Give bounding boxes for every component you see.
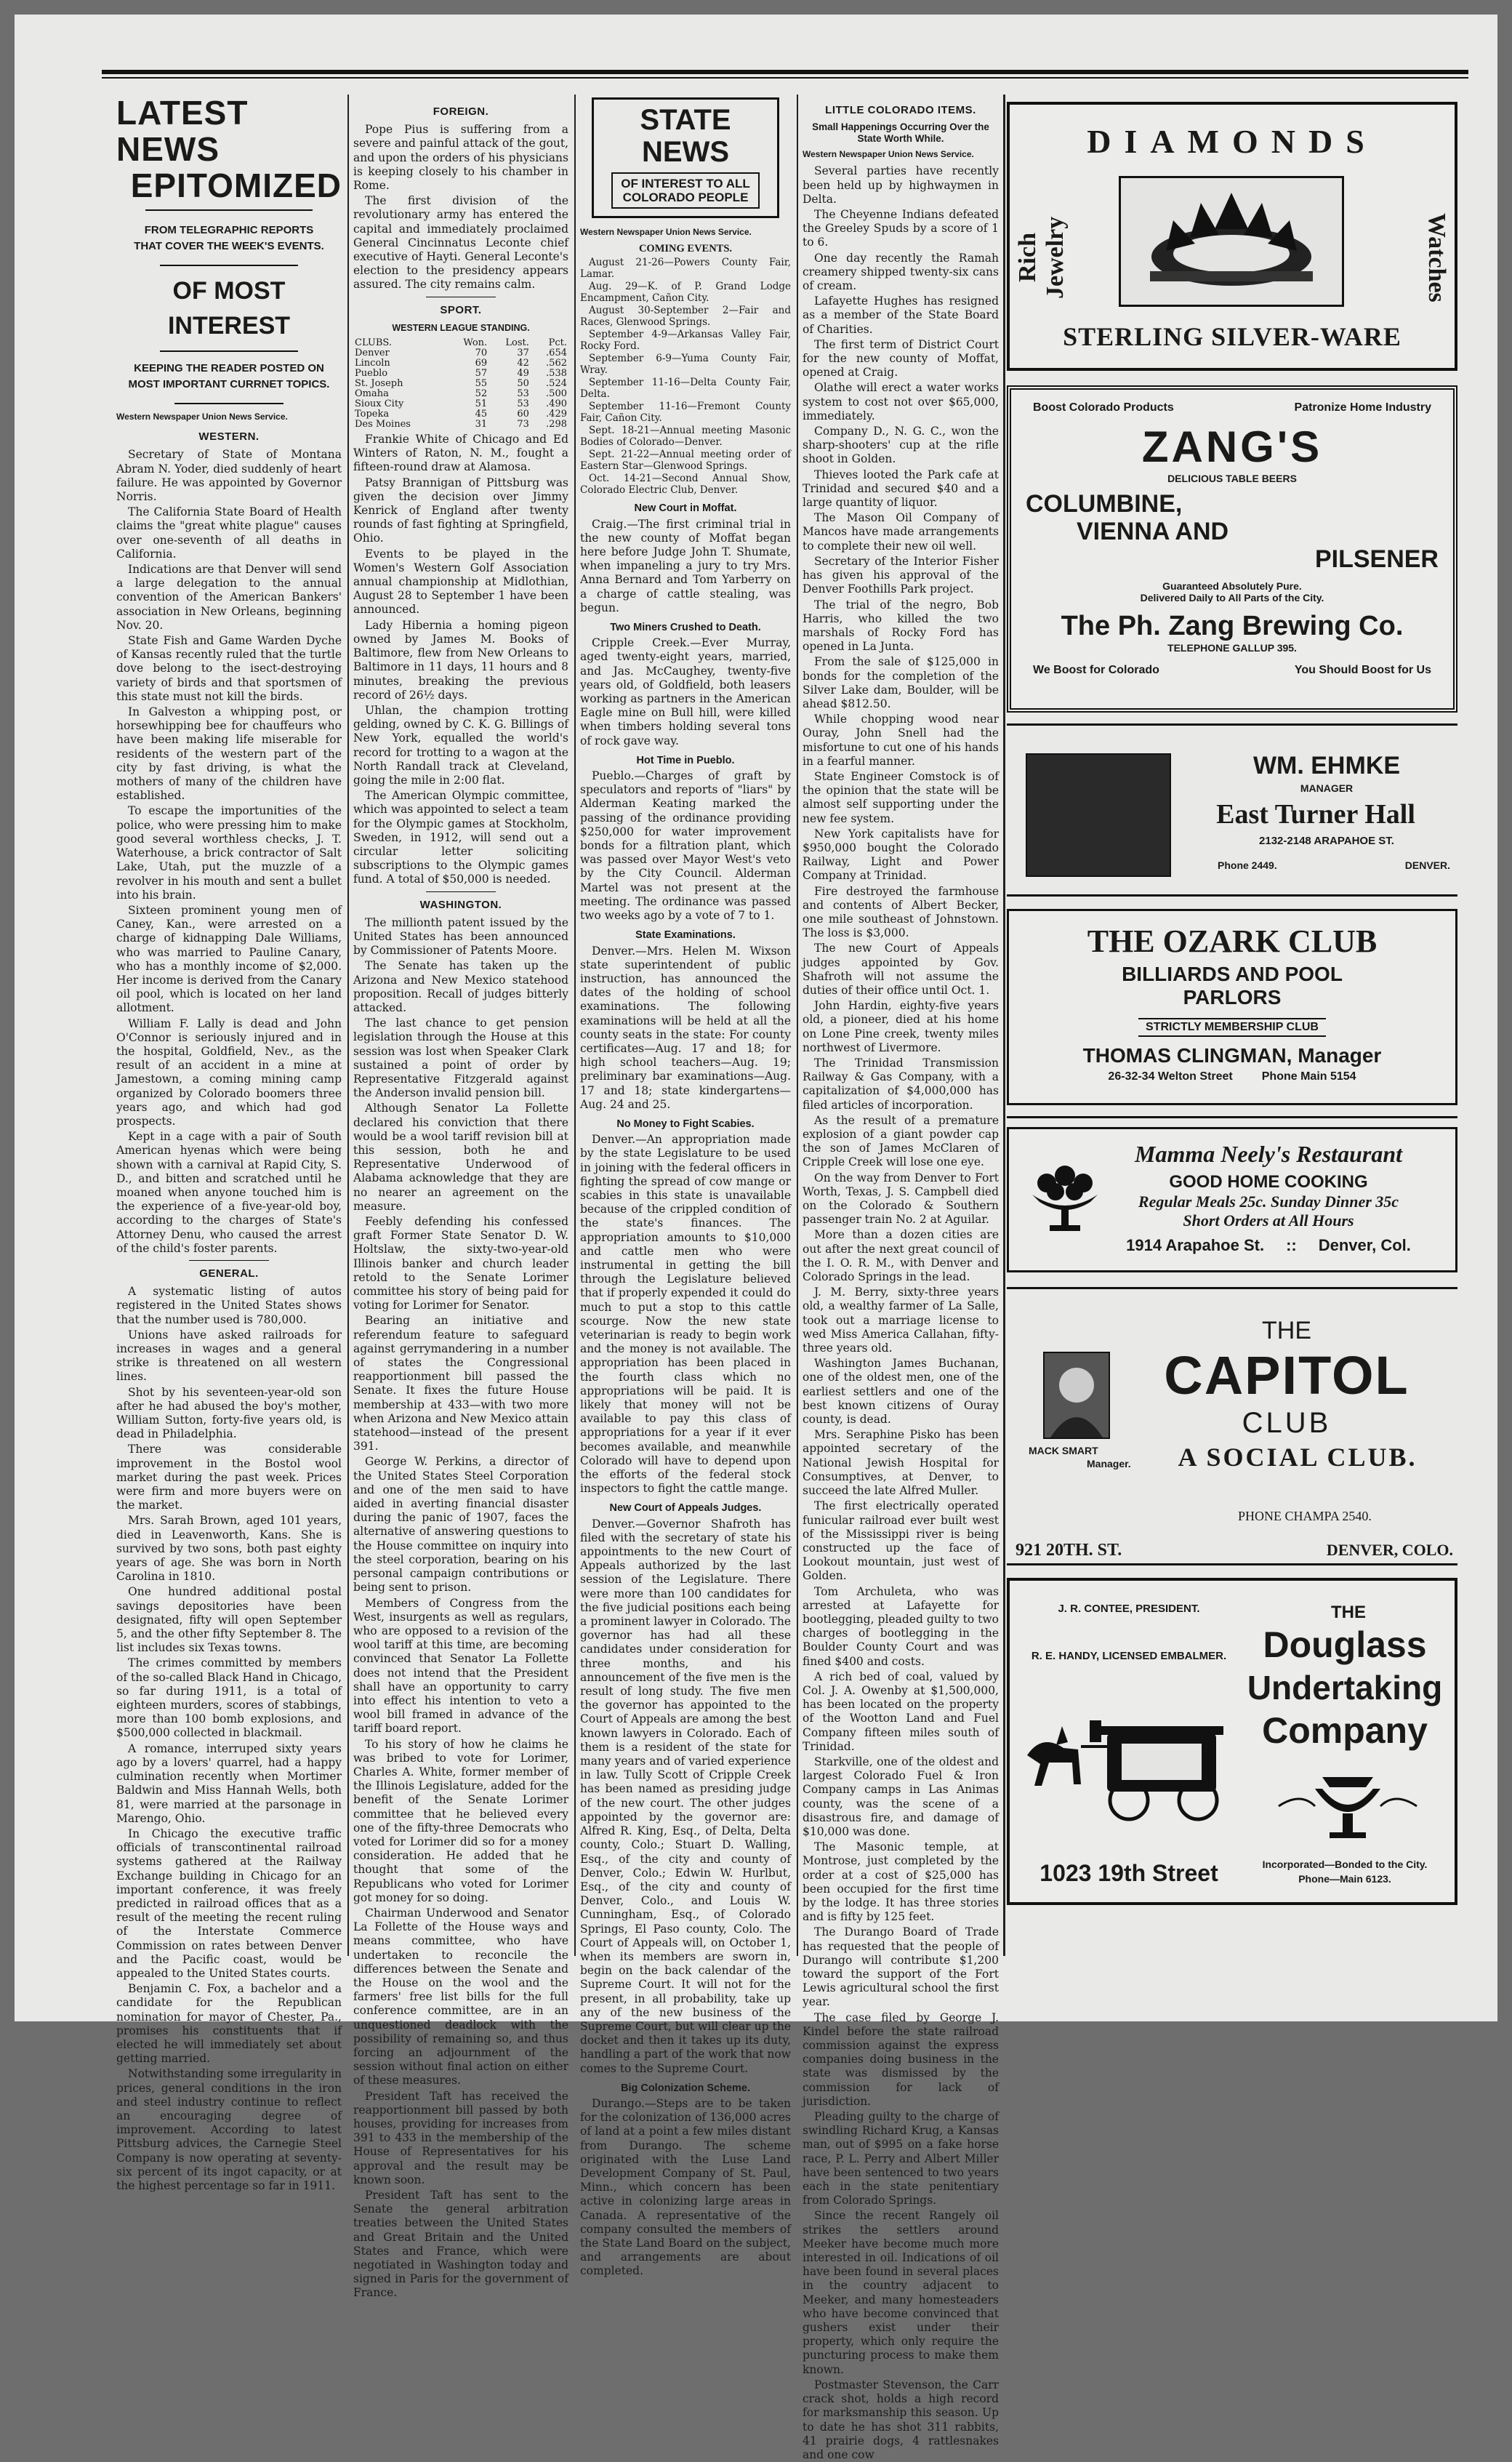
standing-cell: 69 xyxy=(475,358,488,369)
standing-cell: .524 xyxy=(546,378,567,390)
capitol-person: MACK SMART xyxy=(1029,1445,1098,1456)
news-item: President Taft has received the reapportionment bill passed by both houses, providing for increases from 391 to 433 in the membership of the House of Representatives for his approval and the result may be known soon. xyxy=(353,2089,568,2186)
byline: Western Newspaper Union News Service. xyxy=(580,227,752,237)
news-item: Pueblo.—Charges of graft by speculators and reports of "liars" by Alderman Keating marked the passing of the ordinance providing $250,000 for water improvement bonds for a filtration plant, which was passed over Mayor West's veto by the City Council. Alderman Martel was not present at the meeting. The ordinance was passed two weeks ago by a vote of 7 to 1. xyxy=(580,769,791,923)
news-item: The Mason Oil Company of Mancos have made arrangements to complete their new oil well. xyxy=(803,511,999,553)
western-items xyxy=(116,448,342,1256)
news-item: The Masonic temple, at Montrose, just completed by the order at a cost of $25,000 has been occupied for the first time by the lodge. It has three stories and is fifty by 125 feet. xyxy=(803,1840,999,1924)
zang-sub: DELICIOUS TABLE BEERS xyxy=(1167,473,1297,484)
news-item: A rich bed of coal, valued by Col. J. A. Owenby at $1,500,000, has been located on the property of the Wootton Land and Fuel Company fifteen miles south of Trinidad. xyxy=(803,1669,999,1753)
event-item: Oct. 14-21—Second Annual Show, Colorado Electric Club, Denver. xyxy=(580,473,791,496)
news-item: The new Court of Appeals judges appointed by Gov. Shafroth will not assume the duties of their office until Oct. 1. xyxy=(803,942,999,997)
zang-line1: COLUMBINE, xyxy=(1026,490,1183,518)
news-item: The crimes committed by members of the so-called Black Hand in Chicago, so far during 1911, is a total of eighteen murders, scores of stabbings, more than 100 bomb explosions, and $500,000 collected in blackmail. xyxy=(116,1656,342,1740)
standing-cell: Topeka xyxy=(355,409,390,420)
news-item: Denver.—An appropriation made by the state Legislature to be used in joining with the federal officers in fighting the spread of cow mange or scabies in this state is unavailable because of the crippled condition of the state's finances. The appropriation amounts to $10,000 and cattle men who were instrumental in getting the bill through the Legislature believed that if properly expended it could do much to put a stop to this cattle scourge. Now the new state veterinarian is ready to begin work and the money is not available. The appropriation has been placed in the fourth class which no appropriations will be paid. It is likely that money will not be available to pay this class of appropriations for a year if it ever becomes available, and meanwhile Colorado will have to depend upon the efforts of the federal stock inspectors to fight the cattle mange. xyxy=(580,1133,791,1496)
zang-foot-left: We Boost for Colorado xyxy=(1033,664,1159,676)
news-item: From the sale of $125,000 in bonds for the completion of the Silver Lake dam, Boulder, will be ahead $812.50. xyxy=(803,655,999,710)
news-item: To escape the importunities of the police, who were pressing him to make good several worthless checks, J. T. Waterhouse, a brick contractor of Salt Lake, Utah, put the muzzle of a revolver in his mouth and sent a bullet into his brain. xyxy=(116,804,342,902)
ehmke-addr: 2132-2148 ARAPAHOE ST. xyxy=(1259,835,1394,847)
diamond-ring-illustration xyxy=(1119,176,1344,307)
ozark-phone: Phone Main 5154 xyxy=(1261,1070,1356,1083)
state-news-inner: OF INTEREST TO ALL COLORADO PEOPLE xyxy=(611,172,760,209)
table-row xyxy=(353,420,568,430)
douglass-phone: Phone—Main 6123. xyxy=(1298,1873,1391,1885)
zang-right-tag: Patronize Home Industry xyxy=(1294,401,1431,414)
news-item: Uhlan, the champion trotting gelding, owned by C. K. G. Billings of New York, equalled the world's record for trotting to a wagon at the North Randall track at Cleveland, going the mile in 2:00 flat. xyxy=(353,703,568,787)
capitol-name: CAPITOL xyxy=(1164,1345,1410,1406)
ozark-line1: BILLIARDS AND POOL xyxy=(1122,963,1343,985)
capitol-phone: PHONE CHAMPA 2540. xyxy=(1238,1509,1372,1523)
diamonds-left: Rich Jewelry xyxy=(1014,216,1069,299)
standing-cell: St. Joseph xyxy=(355,378,403,390)
foreign-items xyxy=(353,123,568,292)
news-item: George W. Perkins, a director of the United States Steel Corporation and one of the men said to have aided in averting financial disaster during the panic of 1907, faces the alternative of answering questions to the House committee on inquiry into the steel corporation, bearing on his personal campaign contributions or being sent to prison. xyxy=(353,1455,568,1595)
masthead-rule-thin xyxy=(102,77,1468,79)
news-item: Members of Congress from the West, insurgents as well as regulars, who are opposed to a revision of the wool tariff at this time, are becoming convinced that Senator La Follette does not intend that the President shall have an opportunity to carry into effect his intention to veto a wool bill framed in advance of the tariff board report. xyxy=(353,1596,568,1736)
douglass-name1: Douglass xyxy=(1263,1624,1427,1665)
zang-left-tag: Boost Colorado Products xyxy=(1033,401,1174,414)
ehmke-phone: Phone 2449. xyxy=(1218,859,1277,871)
news-item: Indications are that Denver will send a large delegation to the annual convention of the American Bankers' association in New Orleans, beginning Nov. 20. xyxy=(116,563,342,632)
news-item: Kept in a cage with a pair of South American hyenas which were being shown with a carnival at Rapid City, S. D., and bitten and scratched until he moaned when anyone touched him is the experience of a five-year-old boy, according to the charges of State's Attorney Denu, who caused the arrest of the child's foster parents. xyxy=(116,1130,342,1255)
news-item: The last chance to get pension legislation through the House at this session was lost when Speaker Clark sustained a point of order by Representative Fitzgerald against the Anderson invalid pension bill. xyxy=(353,1017,568,1100)
news-item: Thieves looted the Park cafe at Trinidad and secured $40 and a large quantity of liquor. xyxy=(803,468,999,510)
news-item: Several parties have recently been held up by highwaymen in Delta. xyxy=(803,164,999,206)
sport-items xyxy=(353,433,568,887)
news-item: The millionth patent issued by the United States has been announced by Commissioner of Patents Moore. xyxy=(353,915,568,958)
news-item: Lafayette Hughes has resigned as a member of the State Board of Charities. xyxy=(803,294,999,336)
news-item: President Taft has sent to the Senate the general arbitration treaties between the United States and Great Britain and the United States and France, which were negotiated in Washington today and signed in Paris for the government of France. xyxy=(353,2189,568,2300)
heading-sport: SPORT. xyxy=(440,303,482,316)
news-item: State Engineer Comstock is of the opinion that the state will be almost self supporting under the new fee system. xyxy=(803,769,999,825)
ozark-manager: THOMAS CLINGMAN, Manager xyxy=(1082,1044,1382,1067)
state-news-banner xyxy=(592,97,779,218)
news-item: Tom Archuleta, who was arrested at Lafayette for bootlegging, pleaded guilty to two charges of bootlegging in the Boulder County Court and was fined $400 and costs. xyxy=(803,1584,999,1668)
news-item: Starkville, one of the oldest and largest Colorado Fuel & Iron Company camps in Las Animas county, was the scene of a disastrous fire, and damage of $10,000 was done. xyxy=(803,1755,999,1838)
news-item: Durango.—Steps are to be taken for the colonization of 136,000 acres of land at a point a few miles distant from Durango. The scheme originated with the Luse Land Development Company of St. Paul, Minn., which concern has been active in colonizing large areas in Canada. A representative of the company consulted the members of the State Land Board on the subject, and arrangements are about completed. xyxy=(580,2096,791,2278)
section-heading: New Court of Appeals Judges. xyxy=(609,1502,762,1515)
standing-cell: 57 xyxy=(475,368,488,380)
urn-illustration xyxy=(1271,1763,1424,1850)
standing-title: WESTERN LEAGUE STANDING. xyxy=(392,322,530,333)
standing-cell: Des Moines xyxy=(355,419,411,430)
capitol-city: DENVER, COLO. xyxy=(1326,1541,1453,1559)
standing-cell: 53 xyxy=(517,388,529,400)
news-item: Patsy Brannigan of Pittsburg was given the decision over Jimmy Kenrick of England after twenty rounds of fast fighting at Springfield, Ohio. xyxy=(353,476,568,545)
ad-diamonds xyxy=(1007,102,1457,371)
news-item: Company D., N. G. C., won the sharp-shooters' cup at the rifle shoot in Golden. xyxy=(803,425,999,466)
news-item: Fire destroyed the farmhouse and contents of Albert Becker, one mile southeast of Johnstown. The loss is $3,000. xyxy=(803,884,999,940)
section-heading: No Money to Fight Scabies. xyxy=(616,1118,755,1130)
news-item: One day recently the Ramah creamery shipped twenty-six cans of cream. xyxy=(803,251,999,293)
ad-zang-brewing xyxy=(1007,385,1457,713)
news-item: Bearing an initiative and referendum feature to safeguard against gerrymandering in a number of states the Congressional reapportionment bill passed the Senate. It fixes the future House membership at 433—with two more when Arizona and New Mexico attain statehood—instead of the present 391. xyxy=(353,1314,568,1453)
event-item: September 4-9—Arkansas Valley Fair, Rocky Ford. xyxy=(580,329,791,352)
news-item: Feebly defending his confessed graft Former State Senator D. W. Holtslaw, the sixty-two-year-old Illinois banker and church leader retold to the Senate Lorimer committee his story of being paid for voting for Lorimer for Senator. xyxy=(353,1215,568,1312)
section-heading: Hot Time in Pueblo. xyxy=(636,754,735,766)
douglass-name3: Company xyxy=(1262,1710,1428,1751)
table-row xyxy=(353,399,568,409)
news-item: Notwithstanding some irregularity in prices, general conditions in the iron and steel industry continue to reflect an encouraging degree of improvement. According to latest Pittsburg advices, the Carnegie Steel Company is now operating at seventy-six percent of its ingot capacity, or at the highest percentage so far in 1911. xyxy=(116,2067,342,2192)
byline: Western Newspaper Union News Service. xyxy=(116,412,288,422)
news-item: To his story of how he claims he was bribed to vote for Lorimer, Charles A. White, former member of the Illinois Legislature, added for the benefit of the Senate Lorimer committee that he believed every one of the fifty-three Democrats who voted for Lorimer did so for a money consideration. He added that he thought that some of the Republicans who voted for Lorimer got money for so doing. xyxy=(353,1737,568,1904)
standing-cell: 42 xyxy=(517,358,529,369)
title-latest-news: LATEST NEWS xyxy=(116,94,249,168)
standing-cell: 50 xyxy=(517,378,529,390)
standing-cell: Sioux City xyxy=(355,398,404,410)
ozark-name: THE OZARK CLUB xyxy=(1087,923,1378,959)
news-item: Secretary of State of Montana Abram N. Yoder, died suddenly of heart failure. He was appointed by Governor Norris. xyxy=(116,448,342,504)
table-row xyxy=(353,389,568,399)
standing-cell: 53 xyxy=(517,398,529,410)
zang-company: The Ph. Zang Brewing Co. xyxy=(1061,611,1404,641)
neely-line2: Regular Meals 25c. Sunday Dinner 35c xyxy=(1138,1192,1399,1211)
diamonds-right: Watches xyxy=(1423,212,1450,302)
event-item: August 30-September 2—Fair and Races, Glenwood Springs. xyxy=(580,305,791,328)
heading-foreign: FOREIGN. xyxy=(433,105,489,118)
news-item: Postmaster Stevenson, the Carr crack shot, holds a high record for marksmanship this season. Up to date he has shot 311 rabbits, 41 prairie dogs, 4 rattlesnakes and one cow xyxy=(803,2378,999,2461)
zang-line3: PILSENER xyxy=(1314,545,1439,573)
event-item: August 21-26—Powers County Fair, Lamar. xyxy=(580,257,791,280)
standing-cell: .298 xyxy=(546,419,567,430)
table-row xyxy=(353,348,568,358)
news-item: The American Olympic committee, which was appointed to select a team for the Olympic games at Stockholm, Sweden, in 1912, will send out a circular letter soliciting subscriptions to the Olympic games fund. A total of $50,000 is needed. xyxy=(353,789,568,886)
news-item: The Durango Board of Trade has requested that the people of Durango will contribute $1,200 toward the support of the Fort Lewis agricultural school the first year. xyxy=(803,1925,999,2009)
news-item: New York capitalists have for $950,000 bought the Colorado Railway, Light and Power Company at Trinidad. xyxy=(803,827,999,883)
ehmke-role: MANAGER xyxy=(1300,782,1354,794)
news-item: In Galveston a whipping post, or horsewhipping bee for chauffeurs who have been making life miserable for residents of the western part of the city by fast driving, is what the mothers of many of the children have established. xyxy=(116,705,342,803)
title-epitomized: EPITOMIZED xyxy=(130,167,342,204)
zang-guar1: Guaranteed Absolutely Pure. xyxy=(1162,580,1302,592)
douglass-pres: J. R. CONTEE, PRESIDENT. xyxy=(1058,1603,1200,1615)
washington-items xyxy=(353,916,568,2301)
ad-capitol-club xyxy=(1007,1298,1457,1589)
news-item: Since the recent Rangely oil strikes the settlers around Meeker have become much more interested in oil. Indications of oil have been found in several places in the country adjacent to Meeker, and many homesteaders who have become convinced that gushers exist under their property, which only require the puncturing process to make them known. xyxy=(803,2209,999,2376)
douglass-inc: Incorporated—Bonded to the City. xyxy=(1262,1858,1428,1870)
standing-cell: 70 xyxy=(475,348,488,359)
zang-line2: VIENNA AND xyxy=(1077,518,1229,545)
news-item: John Hardin, eighty-five years old, a pioneer, died at his home on Lone Pine creek, twenty miles northwest of Livermore. xyxy=(803,999,999,1054)
standing-cell: 60 xyxy=(517,409,529,420)
heading-coming-events: COMING EVENTS. xyxy=(638,243,733,255)
news-item: Frankie White of Chicago and Ed Winters of Raton, N. M., fought a fifteen-round draw at Alamosa. xyxy=(353,433,568,474)
table-row xyxy=(353,409,568,420)
ad-douglass-undertaking xyxy=(1007,1578,1457,1905)
capitol-role: Manager. xyxy=(1087,1458,1131,1469)
ad-ozark-club xyxy=(1007,909,1457,1105)
ehmke-hall: East Turner Hall xyxy=(1216,799,1415,830)
news-item: The California State Board of Health claims the "great white plague" causes over one-seventh of all deaths in California. xyxy=(116,505,342,561)
news-item: Sixteen prominent young men of Caney, Kan., were arrested on a charge of kidnapping Dale Williams, who was married to Pauline Canary, who has a monthly income of $2,000. Her income is derived from the Canary oil pool, which is located on her land allotment. xyxy=(116,903,342,1015)
column-latest-news xyxy=(116,94,342,2192)
heading-western: WESTERN. xyxy=(198,430,260,444)
standing-header: CLUBS. xyxy=(355,337,392,349)
diamonds-title: DIAMONDS xyxy=(1087,123,1378,160)
news-item: The Cheyenne Indians defeated the Greeley Spuds by a score of 1 to 6. xyxy=(803,208,999,249)
heading-most-interest: OF MOST INTEREST xyxy=(167,277,291,340)
standing-cell: .500 xyxy=(546,388,567,400)
neely-city: Denver, Col. xyxy=(1318,1236,1411,1254)
table-row xyxy=(353,369,568,379)
news-item: William F. Lally is dead and John O'Connor is seriously injured and in the hospital, Goldfield, Nev., as the result of an accident in a mine at Jamestown, a coming mining camp organized by Colorado boomers three years ago, and which had god prospects. xyxy=(116,1017,342,1128)
ozark-addr: 26-32-34 Welton Street xyxy=(1108,1070,1233,1083)
standing-cell: 49 xyxy=(517,368,529,380)
section-heading: Big Colonization Scheme. xyxy=(620,2082,751,2094)
news-item: State Fish and Game Warden Dyche of Kansas recently ruled that the turtle dove belong to the isect-destroying variety of birds and that sportsmen of this state must not kill the birds. xyxy=(116,634,342,703)
news-item: Lady Hibernia a homing pigeon owned by James M. Books of Baltimore, flew from New Orleans to Baltimore in 11 days, 11 hours and 8 minutes, breaking the previous record of 26½ days. xyxy=(353,618,568,702)
news-item: A romance, interruped sixty years ago by a lovers' quarrel, had a happy culmination recently when Mortimer Baldwin and Miss Hannah Wells, both 81, were married at the parsonage in Marengo, Ohio. xyxy=(116,1741,342,1825)
news-item: As the result of a premature explosion of a giant powder cap the son of James McClaren of Cripple Creek will lose one eye. xyxy=(803,1113,999,1169)
heading-little-colorado: LITTLE COLORADO ITEMS. xyxy=(825,104,976,116)
news-item: Mrs. Sarah Brown, aged 101 years, died in Leavenworth, Kans. She is survived by two sons, both past eighty years of age. She was born in North Carolina in 1810. xyxy=(116,1514,342,1584)
event-item: September 11-16—Delta County Fair, Delta. xyxy=(580,377,791,400)
capitol-addr: 921 20TH. ST. xyxy=(1016,1541,1122,1560)
zang-name: ZANG'S xyxy=(1141,422,1323,471)
fruit-bowl-illustration xyxy=(1025,1158,1105,1238)
column-foreign-sport-washington xyxy=(353,95,568,2300)
news-item: Cripple Creek.—Ever Murray, aged twenty-eight years, married, and Jas. McCaughey, twenty-five years old, of Goldfield, both leasers working as partners in the American Eagle mine on Bull hill, were killed when timbers holding several tons of rock gave way. xyxy=(580,636,791,747)
standing-header: Won. xyxy=(463,337,488,349)
news-item: The Senate has taken up the Arizona and New Mexico statehood proposition. Recall of judges bitterly attacked. xyxy=(353,959,568,1014)
standing-cell: 55 xyxy=(475,378,488,390)
capitol-social: A SOCIAL CLUB. xyxy=(1178,1443,1418,1472)
heading-general: GENERAL. xyxy=(199,1267,259,1280)
news-item: Unions have asked railroads for increases in wages and a general strike is threatened on all western lines. xyxy=(116,1328,342,1384)
byline: Western Newspaper Union News Service. xyxy=(803,149,974,160)
news-item: Secretary of the Interior Fisher has given his approval of the Denver Foothills Park project. xyxy=(803,554,999,596)
event-item: Aug. 29—K. of P. Grand Lodge Encampment, Cañon City. xyxy=(580,281,791,304)
news-item: Mrs. Seraphine Pisko has been appointed secretary of the National Jewish Hospital for Consumptives, at Denver, to succeed the late Alfred Muller. xyxy=(803,1428,999,1498)
newspaper-page xyxy=(15,15,1497,2461)
news-item: On the way from Denver to Fort Worth, Texas, J. S. Campbell died on the Colorado & Southern passenger train No. 2 at Aguilar. xyxy=(803,1171,999,1227)
section-heading: New Court in Moffat. xyxy=(634,502,737,515)
news-item: Events to be played in the Women's Western Golf Association annual championship at Midlothian, August 28 to September 1 have been announced. xyxy=(353,547,568,617)
standing-cell: .562 xyxy=(546,358,567,369)
capitol-the: THE xyxy=(1262,1317,1311,1344)
news-item: Shot by his seventeen-year-old son after he had abused the boy's mother, William Sutton, forty-five years old, is dead in Philadelphia. xyxy=(116,1385,342,1441)
news-item: J. M. Berry, sixty-three years old, a wealthy farmer of La Salle, took out a marriage license to wed Miss America Callahan, fifty-three years old. xyxy=(803,1286,999,1355)
event-item: Sept. 21-22—Annual meeting order of Eastern Star—Glenwood Springs. xyxy=(580,449,791,472)
standing-cell: 31 xyxy=(475,419,488,430)
standing-cell: .490 xyxy=(546,398,567,410)
events-list xyxy=(580,257,791,496)
ehmke-name: WM. EHMKE xyxy=(1252,752,1401,779)
news-item: While chopping wood near Ouray, John Snell had the misfortune to cut one of his hands in a fearful manner. xyxy=(803,713,999,768)
news-item: Pope Pius is suffering from a severe and painful attack of the gout, and upon the orders of his physicians is keeping closely to his chamber in Rome. xyxy=(353,123,568,193)
turner-hall-image xyxy=(1026,753,1171,877)
league-standing-table xyxy=(353,338,568,430)
ehmke-city: DENVER. xyxy=(1404,859,1450,871)
news-item: Olathe will erect a water works system to cost not over $65,000, immediately. xyxy=(803,381,999,422)
standing-cell: Denver xyxy=(355,348,390,359)
hearse-illustration xyxy=(1020,1704,1238,1828)
deck-keeping: KEEPING THE READER POSTED ON MOST IMPORTANT CURRNET TOPICS. xyxy=(128,362,330,390)
deck-small-happenings: Small Happenings Occurring Over the State Worth While. xyxy=(812,121,989,145)
douglass-emb: R. E. HANDY, LICENSED EMBALMER. xyxy=(1031,1650,1227,1662)
standing-cell: .429 xyxy=(546,409,567,420)
table-row xyxy=(353,379,568,389)
capitol-portrait xyxy=(1043,1352,1110,1439)
standing-cell: 51 xyxy=(475,398,488,410)
general-items xyxy=(116,1285,342,2193)
standing-header: Lost. xyxy=(505,337,529,349)
neely-addr: 1914 Arapahoe St. xyxy=(1126,1236,1265,1254)
douglass-name2: Undertaking xyxy=(1247,1669,1443,1707)
ozark-line3: STRICTLY MEMBERSHIP CLUB xyxy=(1138,1018,1326,1037)
standing-cell: .538 xyxy=(546,368,567,380)
section-heading: State Examinations. xyxy=(635,929,736,942)
news-item: Although Senator La Follette declared his conviction that there would be a wool tariff revision bill at this session, both he and Representative Underwood of Alabama acknowledge that they are no nearer an agreement on the measure. xyxy=(353,1102,568,1213)
news-item: Benjamin C. Fox, a bachelor and a candidate for the Republican nomination for mayor of Chester, Pa., promises his constituents that if elected he will immediately set about getting married. xyxy=(116,1982,342,2066)
standing-cell: Pueblo xyxy=(355,368,388,380)
little-items xyxy=(803,164,999,2462)
news-item: Denver.—Mrs. Helen M. Wixson state superintendent of public instruction, has announced the dates of the holding of school examinations. The following examinations will be held at all the county seats in the state: For county certificates—Aug. 17 and 18; for high school teachers—Aug. 19; preliminary bar examinations—Aug. 17 and 18; state kindergartens—Aug. 24 and 25. xyxy=(580,944,791,1111)
news-item: The first electrically operated funicular railroad ever built west of the Mississippi river is being constructed up the face of Lookout mountain, just west of Golden. xyxy=(803,1499,999,1583)
standing-cell: 73 xyxy=(517,419,529,430)
ad-mamma-neelys: Mamma Neely's Restaurant GOOD HOME COOKING Regular Meals 25c. Sunday Dinner 35c Short Orders at All Hours 1914 Arapahoe St. :: Denver, Col. xyxy=(1007,1127,1457,1272)
standing-cell: 37 xyxy=(517,348,529,359)
column-little-colorado xyxy=(803,95,999,2461)
news-item: Craig.—The first criminal trial in the new county of Moffat began here before Judge John T. Shumate, when impaneling a jury to try Mrs. Anna Bernard and Tom Yarberry on a charge of cattle stealing, was begun. xyxy=(580,517,791,614)
column-state-news xyxy=(580,95,791,2278)
section-heading: Two Miners Crushed to Death. xyxy=(610,622,761,634)
zang-foot-right: You Should Boost for Us xyxy=(1294,664,1431,676)
news-item: In Chicago the executive traffic officials of transcontinental railroad systems gathered at the Railway Exchange building in Chicago for an important conference, it was freely predicted in railroad offices that as a result of the meeting the recent ruling of the Interstate Commerce Commission on rates between Denver and the Pacific coast, would be appealed to the United States courts. xyxy=(116,1827,342,1980)
ozark-line2: PARLORS xyxy=(1183,986,1282,1009)
neely-line1: GOOD HOME COOKING xyxy=(1169,1172,1368,1192)
standing-cell: .654 xyxy=(546,348,567,359)
capitol-club: CLUB xyxy=(1242,1407,1332,1439)
news-item: Chairman Underwood and Senator La Follette of the House ways and means committee, who have undertaken to reconcile the differences between the Senate and the House on the wool and the farmers' free list bills for the full conference committee, are in an unquestioned deadlock with the possibility of remaining so, and thus forcing an adjournment of the session without final action on either of these measures. xyxy=(353,1906,568,2088)
news-item: The first division of the revolutionary army has entered the capital and immediately proclaimed General Cincinnatus Leconte chief executive of Hayti. General Leconte's election to the presidency appears assured. The city remains calm. xyxy=(353,194,568,292)
event-item: September 6-9—Yuma County Fair, Wray. xyxy=(580,353,791,376)
zang-guar2: Delivered Daily to All Parts of the City. xyxy=(1140,592,1324,604)
deck-telegraphic: FROM TELEGRAPHIC REPORTS THAT COVER THE WEEK'S EVENTS. xyxy=(134,224,324,252)
news-item: The trial of the negro, Bob Harris, who killed the two marshals of Rocky Ford has opened in La Junta. xyxy=(803,598,999,654)
zang-phone: TELEPHONE GALLUP 395. xyxy=(1167,642,1297,654)
standing-cell: 45 xyxy=(475,409,488,420)
news-item: One hundred additional postal savings depositories have been designated, fifty will open September 5, and the other fifty September 8. The list includes six Texas towns. xyxy=(116,1585,342,1655)
ad-east-turner-hall xyxy=(1007,734,1457,887)
douglass-addr: 1023 19th Street xyxy=(1040,1860,1218,1886)
neely-line3: Short Orders at All Hours xyxy=(1183,1211,1354,1230)
news-item: Denver.—Governor Shafroth has filed with the secretary of state his appointments to the new Court of Appeals authorized by the last session of the Legislature. There were more than 100 candidates for the five judicial positions each being a prominent lawyer in Colorado. The governor has had all these candidates under consideration for three months, and his announcement of the five men is the result of long study. The five men the governor has appointed to the Court of Appeals are among the best known lawyers in Colorado. Each of them is a resident of the state for many years and of varied experience in law. Tully Scott of Cripple Creek has been named as presiding judge of the new court. The other judges appointed by the governor are: Alfred R. King, Esq., of Delta, Delta county, Colo.; Stuart D. Walling, Esq., of the city and county of Denver, Colo.; Edwin W. Hurlbut, Esq., of the city and county of Denver, Colo., and Louis W. Cunningham, Esq., of Colorado Springs, El Paso county, Colo. The Court of Appeals will, on October 1, when its members are sworn in, begin on the back calendar of the Supreme Court. It will not for the present, in all probability, take up any of the new business of the Supreme Court, but will clear up the docket and then it takes up its duty, handling a part of the work that now comes to the Supreme Court. xyxy=(580,1517,791,2075)
neely-name: Mamma Neely's Restaurant xyxy=(1134,1141,1402,1167)
diamonds-bottom: STERLING SILVER-WARE xyxy=(1063,322,1402,351)
standing-header: Pct. xyxy=(548,337,567,349)
news-item: The case filed by George J. Kindel before the state railroad commission against the express companies doing business in the state was dismissed by the commission for lack of jurisdiction. xyxy=(803,2010,999,2108)
state-sections xyxy=(580,502,791,2278)
douglass-the: THE xyxy=(1331,1603,1366,1622)
heading-washington: WASHINGTON. xyxy=(419,898,502,911)
event-item: Sept. 18-21—Annual meeting Masonic Bodies of Colorado—Denver. xyxy=(580,425,791,448)
table-row xyxy=(353,358,568,369)
news-item: Pleading guilty to the charge of swindling Richard Krug, a Kansas man, out of $995 on a fake horse race, P. L. Perry and Albert Miller have been sentenced to two years each in the state penitentiary from Colorado Springs. xyxy=(803,2110,999,2208)
standing-cell: Omaha xyxy=(355,388,389,400)
news-item: Washington James Buchanan, one of the oldest men, one of the earliest settlers and one of the best known citizens of Ouray county, is dead. xyxy=(803,1357,999,1427)
standing-cell: 52 xyxy=(475,388,488,400)
event-item: September 11-16—Fremont County Fair, Cañon City. xyxy=(580,401,791,424)
masthead-rule xyxy=(102,70,1468,74)
news-item: The Trinidad Transmission Railway & Gas Company, with a capitalization of $4,000,000 has filed articles of incorporation. xyxy=(803,1056,999,1112)
state-news-title: STATE NEWS xyxy=(640,104,731,168)
news-item: There was considerable improvement in the Bostol wool market during the past week. Prices were firm and more buyers were on the market. xyxy=(116,1443,342,1512)
standing-cell: Lincoln xyxy=(355,358,390,369)
news-item: More than a dozen cities are out after the next great council of the I. O. R. M., with Denver and Colorado Springs in the lead. xyxy=(803,1228,999,1284)
news-item: The first term of District Court for the new county of Moffat, opened at Craig. xyxy=(803,337,999,380)
news-item: A systematic listing of autos registered in the United States shows that the number used is 780,000. xyxy=(116,1285,342,1326)
